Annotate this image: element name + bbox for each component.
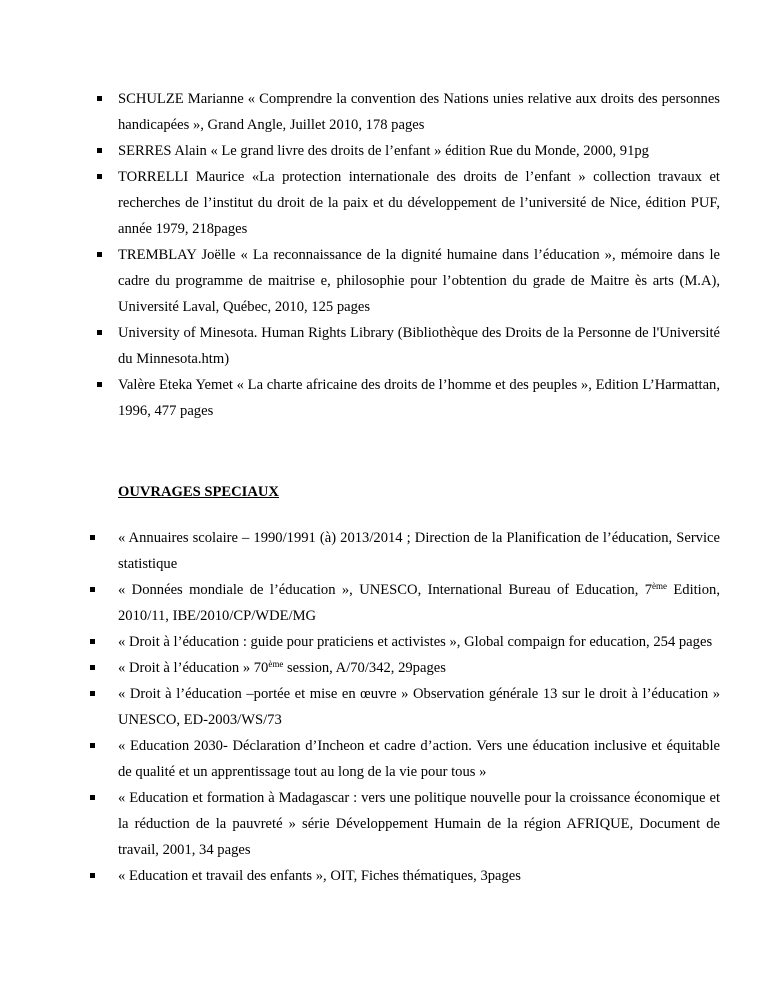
reference-text-start: « Données mondiale de l’éducation », UNESCO, International Bureau of Education, 7 xyxy=(118,582,652,598)
list-item xyxy=(0,525,765,577)
reference-text: SCHULZE Marianne « Comprendre la convention des Nations unies relative aux droits des personnes handicapées », Grand Angle, Juillet 2010, 178 pages xyxy=(118,91,720,133)
square-bullet-icon xyxy=(97,242,103,268)
list-item xyxy=(0,655,765,681)
list-item xyxy=(0,785,765,863)
bibliography-list xyxy=(0,86,765,424)
list-item xyxy=(0,863,765,889)
reference-text-end: session, A/70/342, 29pages xyxy=(283,660,446,676)
list-item xyxy=(0,577,765,629)
square-bullet-icon xyxy=(90,733,96,759)
list-item xyxy=(0,164,765,242)
square-bullet-icon xyxy=(97,164,103,190)
reference-text: « Education et travail des enfants », OIT, Fiches thématiques, 3pages xyxy=(118,868,521,884)
reference-text: « Droit à l’éducation –portée et mise en œuvre » Observation générale 13 sur le droit à l’éducation » UNESCO, ED-2003/WS/73 xyxy=(118,686,720,728)
reference-text: « Annuaires scolaire – 1990/1991 (à) 2013/2014 ; Direction de la Planification de l’éducation, Service statistique xyxy=(118,530,720,572)
superscript-ordinal: ème xyxy=(652,581,667,592)
superscript-ordinal: ème xyxy=(268,659,284,670)
reference-text: SERRES Alain « Le grand livre des droits de l’enfant » édition Rue du Monde, 2000, 91pg xyxy=(118,143,649,159)
reference-text-end: Edition, 2010/11, IBE/2010/CP/WDE/MG xyxy=(118,582,720,624)
list-item xyxy=(0,372,765,424)
square-bullet-icon xyxy=(90,863,96,889)
list-item xyxy=(0,733,765,785)
list-item xyxy=(0,86,765,138)
list-item xyxy=(0,320,765,372)
special-works-list xyxy=(0,525,765,889)
reference-text: Valère Eteka Yemet « La charte africaine des droits de l’homme et des peuples », Edition L’Harmattan, 1996, 477 pages xyxy=(118,377,720,419)
square-bullet-icon xyxy=(90,577,96,603)
square-bullet-icon xyxy=(97,86,103,112)
section-heading: OUVRAGES SPECIAUX xyxy=(118,484,279,500)
reference-text: TREMBLAY Joëlle « La reconnaissance de la dignité humaine dans l’éducation », mémoire dans le cadre du programme de maitrise e, philosophie pour l’obtention du grade de Maitre ès arts (M.A), Université Laval, Québec, 2010, 125 pages xyxy=(118,247,720,315)
square-bullet-icon xyxy=(90,655,96,681)
square-bullet-icon xyxy=(97,372,103,398)
list-item xyxy=(0,138,765,164)
square-bullet-icon xyxy=(97,320,103,346)
square-bullet-icon xyxy=(90,785,96,811)
list-item xyxy=(0,681,765,733)
square-bullet-icon xyxy=(90,681,96,707)
square-bullet-icon xyxy=(90,629,96,655)
list-item xyxy=(0,629,765,655)
square-bullet-icon xyxy=(90,525,96,551)
square-bullet-icon xyxy=(97,138,103,164)
reference-text: « Education et formation à Madagascar : vers une politique nouvelle pour la croissance économique et la réduction de la pauvreté » série Développement Humain de la région AFRIQUE, Document de travail, 2001, 34 pages xyxy=(118,790,720,858)
reference-text: TORRELLI Maurice «La protection internationale des droits de l’enfant » collection travaux et recherches de l’institut du droit de la paix et du développement de l’université de Nice, édition PUF, année 1979, 218pages xyxy=(118,169,720,237)
list-item xyxy=(0,242,765,320)
reference-text: « Education 2030- Déclaration d’Incheon et cadre d’action. Vers une éducation inclusive et équitable de qualité et un apprentissage tout au long de la vie pour tous » xyxy=(118,738,720,780)
reference-text: « Droit à l’éducation : guide pour praticiens et activistes », Global compaign for education, 254 pages xyxy=(118,634,713,650)
reference-text-start: « Droit à l’éducation » 70 xyxy=(118,660,269,676)
reference-text: University of Minesota. Human Rights Library (Bibliothèque des Droits de la Personne de l'Université du Minnesota.htm) xyxy=(118,325,720,367)
